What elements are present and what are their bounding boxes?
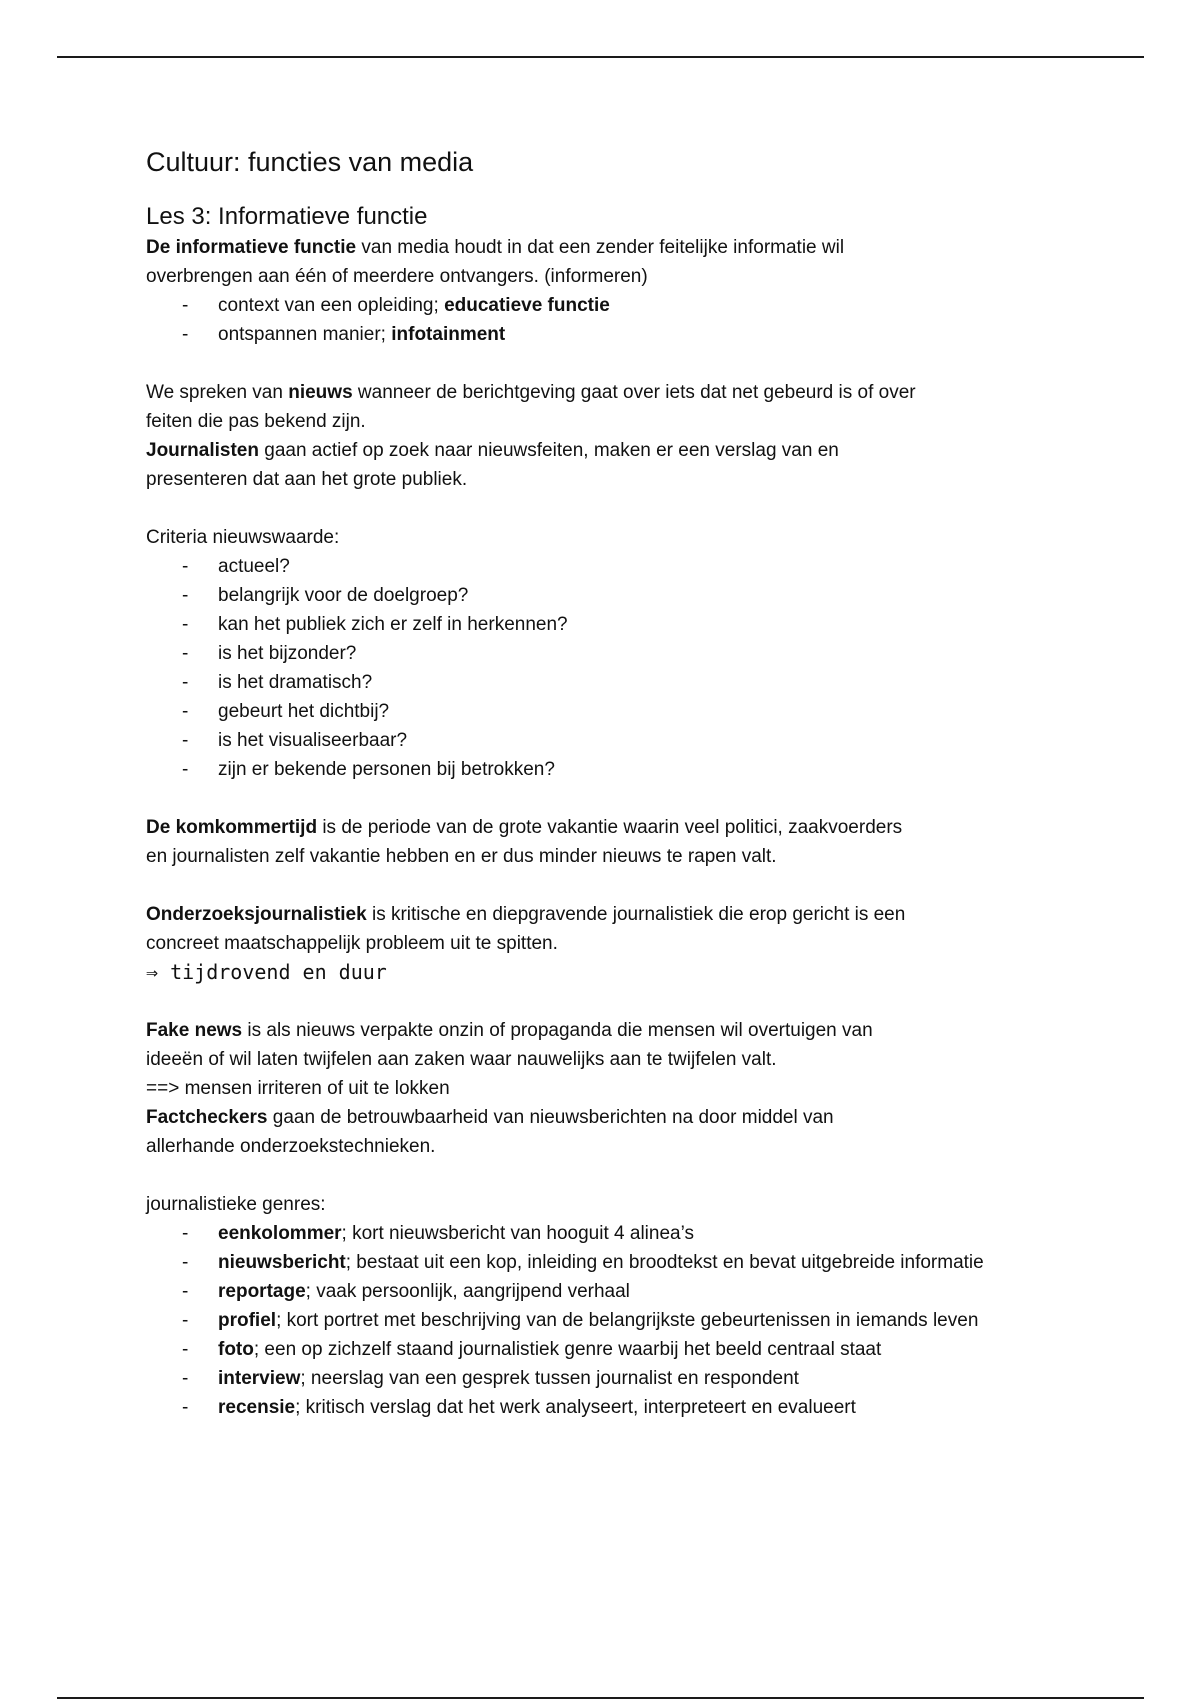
onderzoek-note: ⇒ tijdrovend en duur	[146, 960, 387, 984]
genres-heading: journalistieke genres:	[146, 1194, 326, 1215]
list-item: - foto; een op zichzelf staand journalistiek genre waarbij het beeld centraal staat	[146, 1335, 1076, 1364]
term-journalisten: Journalisten	[146, 440, 259, 461]
term-fake-news: Fake news	[146, 1020, 243, 1041]
genres-list	[146, 1219, 1076, 1422]
list-item: - recensie; kritisch verslag dat het werk analyseert, interpreteert en evalueert	[146, 1393, 1076, 1422]
intro-list	[146, 291, 1076, 349]
term-onderzoeksjournalistiek: Onderzoeksjournalistiek	[146, 904, 367, 925]
list-item: - context van een opleiding; educatieve functie	[146, 291, 1076, 320]
list-item: - is het dramatisch?	[146, 668, 1076, 697]
list-item: - zijn er bekende personen bij betrokken?	[146, 755, 1076, 784]
list-item: - ontspannen manier; infotainment	[146, 320, 1076, 349]
list-item: - nieuwsbericht; bestaat uit een kop, inleiding en broodtekst en bevat uitgebreide informatie	[146, 1248, 1076, 1277]
document-title: Cultuur: functies van media	[146, 147, 474, 177]
list-item: - is het visualiseerbaar?	[146, 726, 1076, 755]
criteria-list	[146, 552, 1076, 784]
term-informatieve-functie: De informatieve functie	[146, 237, 357, 258]
list-item: - eenkolommer; kort nieuwsbericht van hooguit 4 alinea’s	[146, 1219, 1076, 1248]
list-item: - interview; neerslag van een gesprek tussen journalist en respondent	[146, 1364, 1076, 1393]
term-nieuws: nieuws	[288, 382, 353, 403]
list-item: - kan het publiek zich er zelf in herkennen?	[146, 610, 1076, 639]
list-item: - actueel?	[146, 552, 1076, 581]
list-item: - gebeurt het dichtbij?	[146, 697, 1076, 726]
fakenews-paragraph: Fake news is als nieuws verpakte onzin of propaganda die mensen wil overtuigen van ideeën of wil laten twijfelen aan zaken waar nauwelijks aan te twijfelen valt.	[146, 1020, 873, 1070]
nieuws-paragraph: We spreken van nieuws wanneer de berichtgeving gaat over iets dat net gebeurd is of over feiten die pas bekend zijn.	[146, 382, 916, 432]
list-item: - is het bijzonder?	[146, 639, 1076, 668]
criteria-heading: Criteria nieuwswaarde:	[146, 527, 340, 548]
document-body	[146, 142, 1076, 1422]
onderzoek-paragraph: Onderzoeksjournalistiek is kritische en diepgravende journalistiek die erop gericht is een concreet maatschappelijk probleem uit te spitten.	[146, 904, 906, 954]
lesson-title: Les 3: Informatieve functie	[146, 203, 428, 230]
fakenews-note: ==> mensen irriteren of uit te lokken	[146, 1078, 450, 1099]
term-factcheckers: Factcheckers	[146, 1107, 268, 1128]
factcheckers-paragraph: Factcheckers gaan de betrouwbaarheid van nieuwsberichten na door middel van allerhande onderzoekstechnieken.	[146, 1107, 834, 1157]
intro-paragraph: De informatieve functie van media houdt in dat een zender feitelijke informatie wil overbrengen aan één of meerdere ontvangers. (informeren)	[146, 237, 845, 287]
list-item: - reportage; vaak persoonlijk, aangrijpend verhaal	[146, 1277, 1076, 1306]
komkommertijd-paragraph: De komkommertijd is de periode van de grote vakantie waarin veel politici, zaakvoerders en journalisten zelf vakantie hebben en er dus minder nieuws te rapen valt.	[146, 817, 903, 867]
term-komkommertijd: De komkommertijd	[146, 817, 318, 838]
bottom-rule	[57, 1697, 1144, 1699]
journalisten-paragraph: Journalisten gaan actief op zoek naar nieuwsfeiten, maken er een verslag van en presenteren dat aan het grote publiek.	[146, 440, 839, 490]
list-item: - profiel; kort portret met beschrijving van de belangrijkste gebeurtenissen in iemands leven	[146, 1306, 1076, 1335]
list-item: - belangrijk voor de doelgroep?	[146, 581, 1076, 610]
top-rule	[57, 56, 1144, 58]
